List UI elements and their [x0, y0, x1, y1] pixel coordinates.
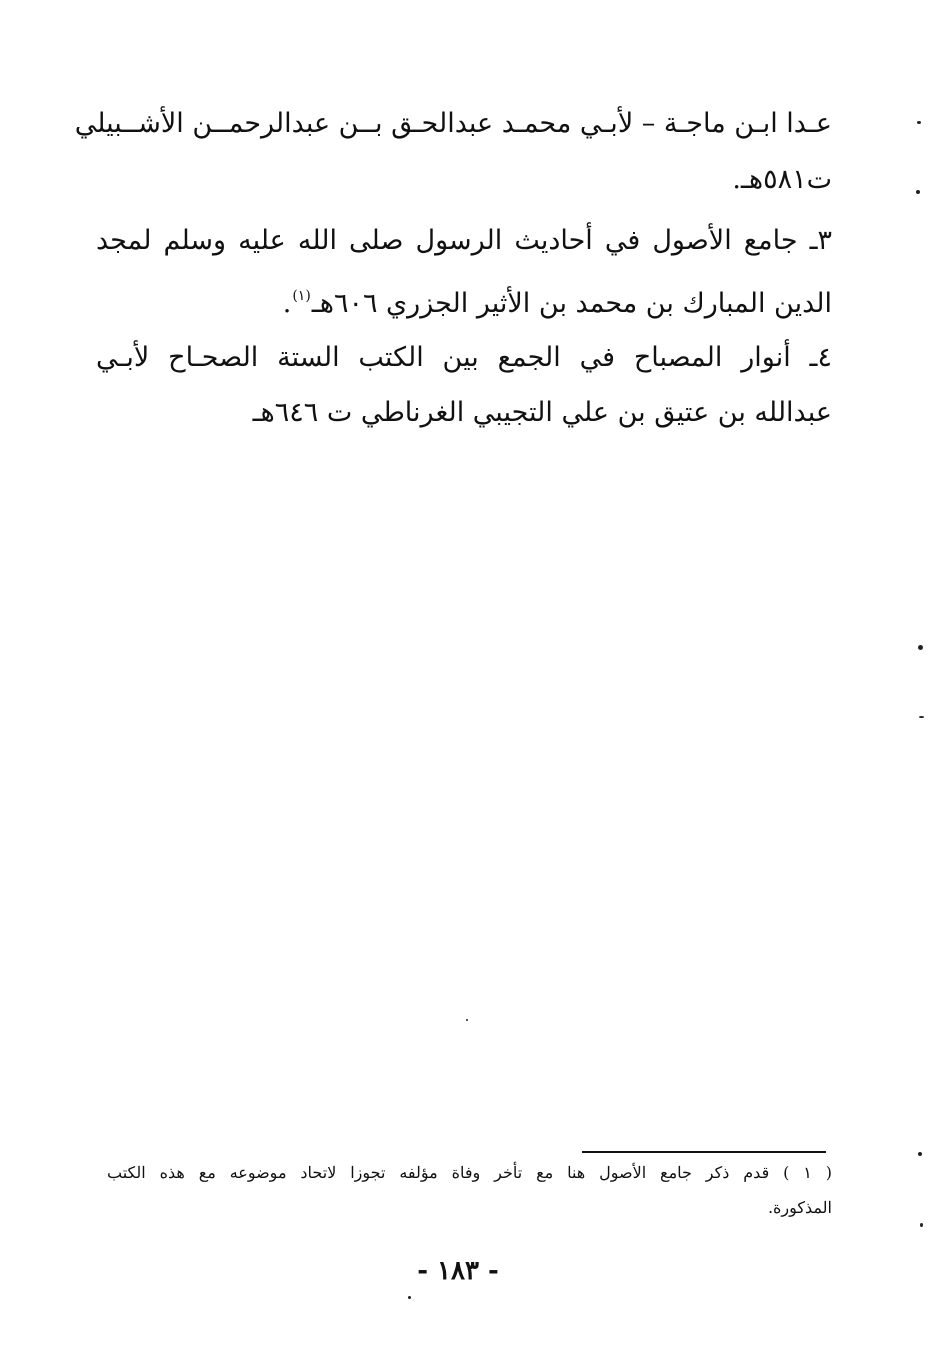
footnote-line-2: المذكورة. — [767, 1198, 832, 1217]
scan-speck — [920, 1223, 923, 1227]
body-line-6: عبدالله بن عتيق بن علي التجيبي الغرناطي ت ٦٤٦هـ — [252, 397, 832, 428]
footnote-line-1: ( ١ ) قدم ذكر جامع الأصول هنا مع تأخر وفاة مؤلفه تجوزا لاتحاد موضوعه مع هذه الكتب — [107, 1163, 832, 1182]
body-line-5: ٤ـ أنوار المصباح في الجمع بين الكتب الستة الصحـاح لأبـي — [96, 342, 832, 373]
scan-speck — [408, 1296, 411, 1299]
body-line-4-text: الدين المبارك بن محمد بن الأثير الجزري ٦٠٦هـ — [311, 288, 832, 319]
footnote-marker[interactable]: (١) — [292, 288, 311, 304]
body-line-3: ٣ـ جامع الأصول في أحاديث الرسول صلى الله عليه وسلم لمجد — [96, 225, 832, 256]
scan-speck — [917, 121, 921, 124]
scan-speck — [916, 190, 920, 194]
page-number: - ١٨٣ - — [417, 1256, 499, 1286]
body-line-4-end: . — [282, 288, 292, 319]
scan-speck — [918, 645, 923, 650]
footnote-separator — [582, 1151, 826, 1153]
body-line-1: عـدا ابـن ماجـة – لأبـي محمـد عبدالحـق بــن عبدالرحمــن الأشــبيلي — [74, 108, 832, 139]
body-line-2: ت٥٨١هـ. — [732, 164, 832, 195]
scan-speck — [466, 1019, 468, 1021]
body-line-4 — [96, 276, 832, 324]
scan-speck — [919, 716, 924, 718]
scan-speck — [918, 1152, 922, 1156]
